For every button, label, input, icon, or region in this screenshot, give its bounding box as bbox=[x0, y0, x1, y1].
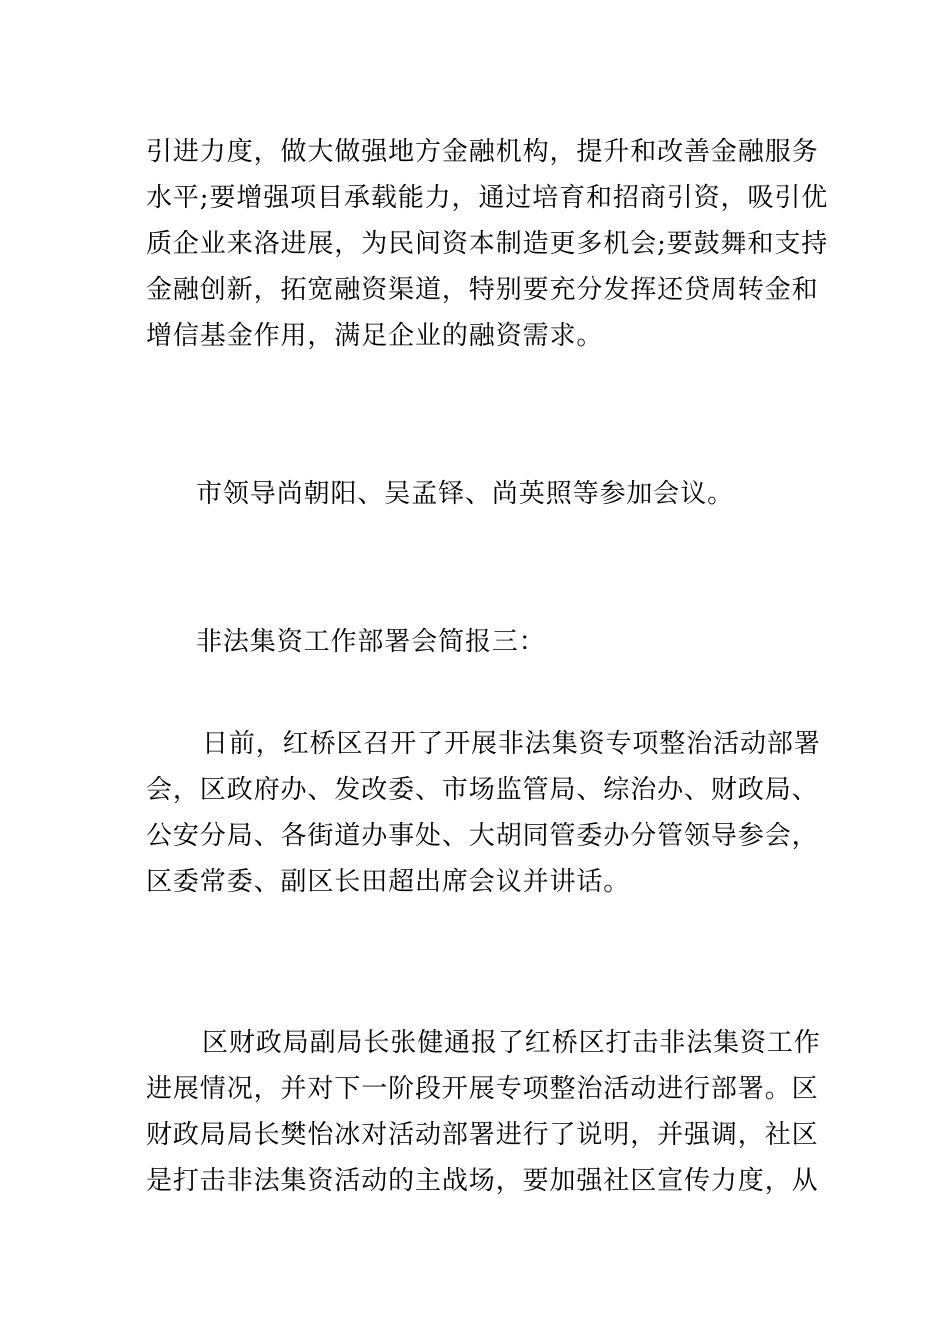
section-heading: 非法集资工作部署会简报三： bbox=[196, 627, 546, 657]
paragraph-3-line-2: 会，区政府办、发改委、市场监管局、综治办、财政局、 bbox=[146, 775, 819, 805]
paragraph-4-line-3: 财政局局长樊怡冰对活动部署进行了说明，并强调，社区 bbox=[146, 1120, 819, 1150]
paragraph-3-line-1: 日前，红桥区召开了开展非法集资专项整治活动部署 bbox=[202, 729, 821, 759]
paragraph-1-line-3: 质企业来洛进展，为民间资本制造更多机会;要鼓舞和支持 bbox=[146, 229, 829, 259]
paragraph-3-line-3: 公安分局、各街道办事处、大胡同管委办分管领导参会， bbox=[146, 821, 819, 851]
paragraph-1-line-5: 增信基金作用，满足企业的融资需求。 bbox=[146, 321, 604, 351]
paragraph-2-line-1: 市领导尚朝阳、吴孟铎、尚英照等参加会议。 bbox=[196, 479, 735, 509]
paragraph-1-line-4: 金融创新，拓宽融资渠道，特别要充分发挥还贷周转金和 bbox=[146, 275, 819, 305]
paragraph-4-line-1: 区财政局副局长张健通报了红桥区打击非法集资工作 bbox=[202, 1028, 821, 1058]
paragraph-4-line-4: 是打击非法集资活动的主战场，要加强社区宣传力度，从 bbox=[146, 1166, 819, 1196]
paragraph-3-line-4: 区委常委、副区长田超出席会议并讲话。 bbox=[146, 867, 631, 897]
paragraph-1-line-1: 引进力度，做大做强地方金融机构，提升和改善金融服务 bbox=[146, 137, 819, 167]
paragraph-1-line-2: 水平;要增强项目承载能力，通过培育和招商引资，吸引优 bbox=[146, 183, 829, 213]
paragraph-4-line-2: 进展情况，并对下一阶段开展专项整治活动进行部署。区 bbox=[146, 1074, 819, 1104]
